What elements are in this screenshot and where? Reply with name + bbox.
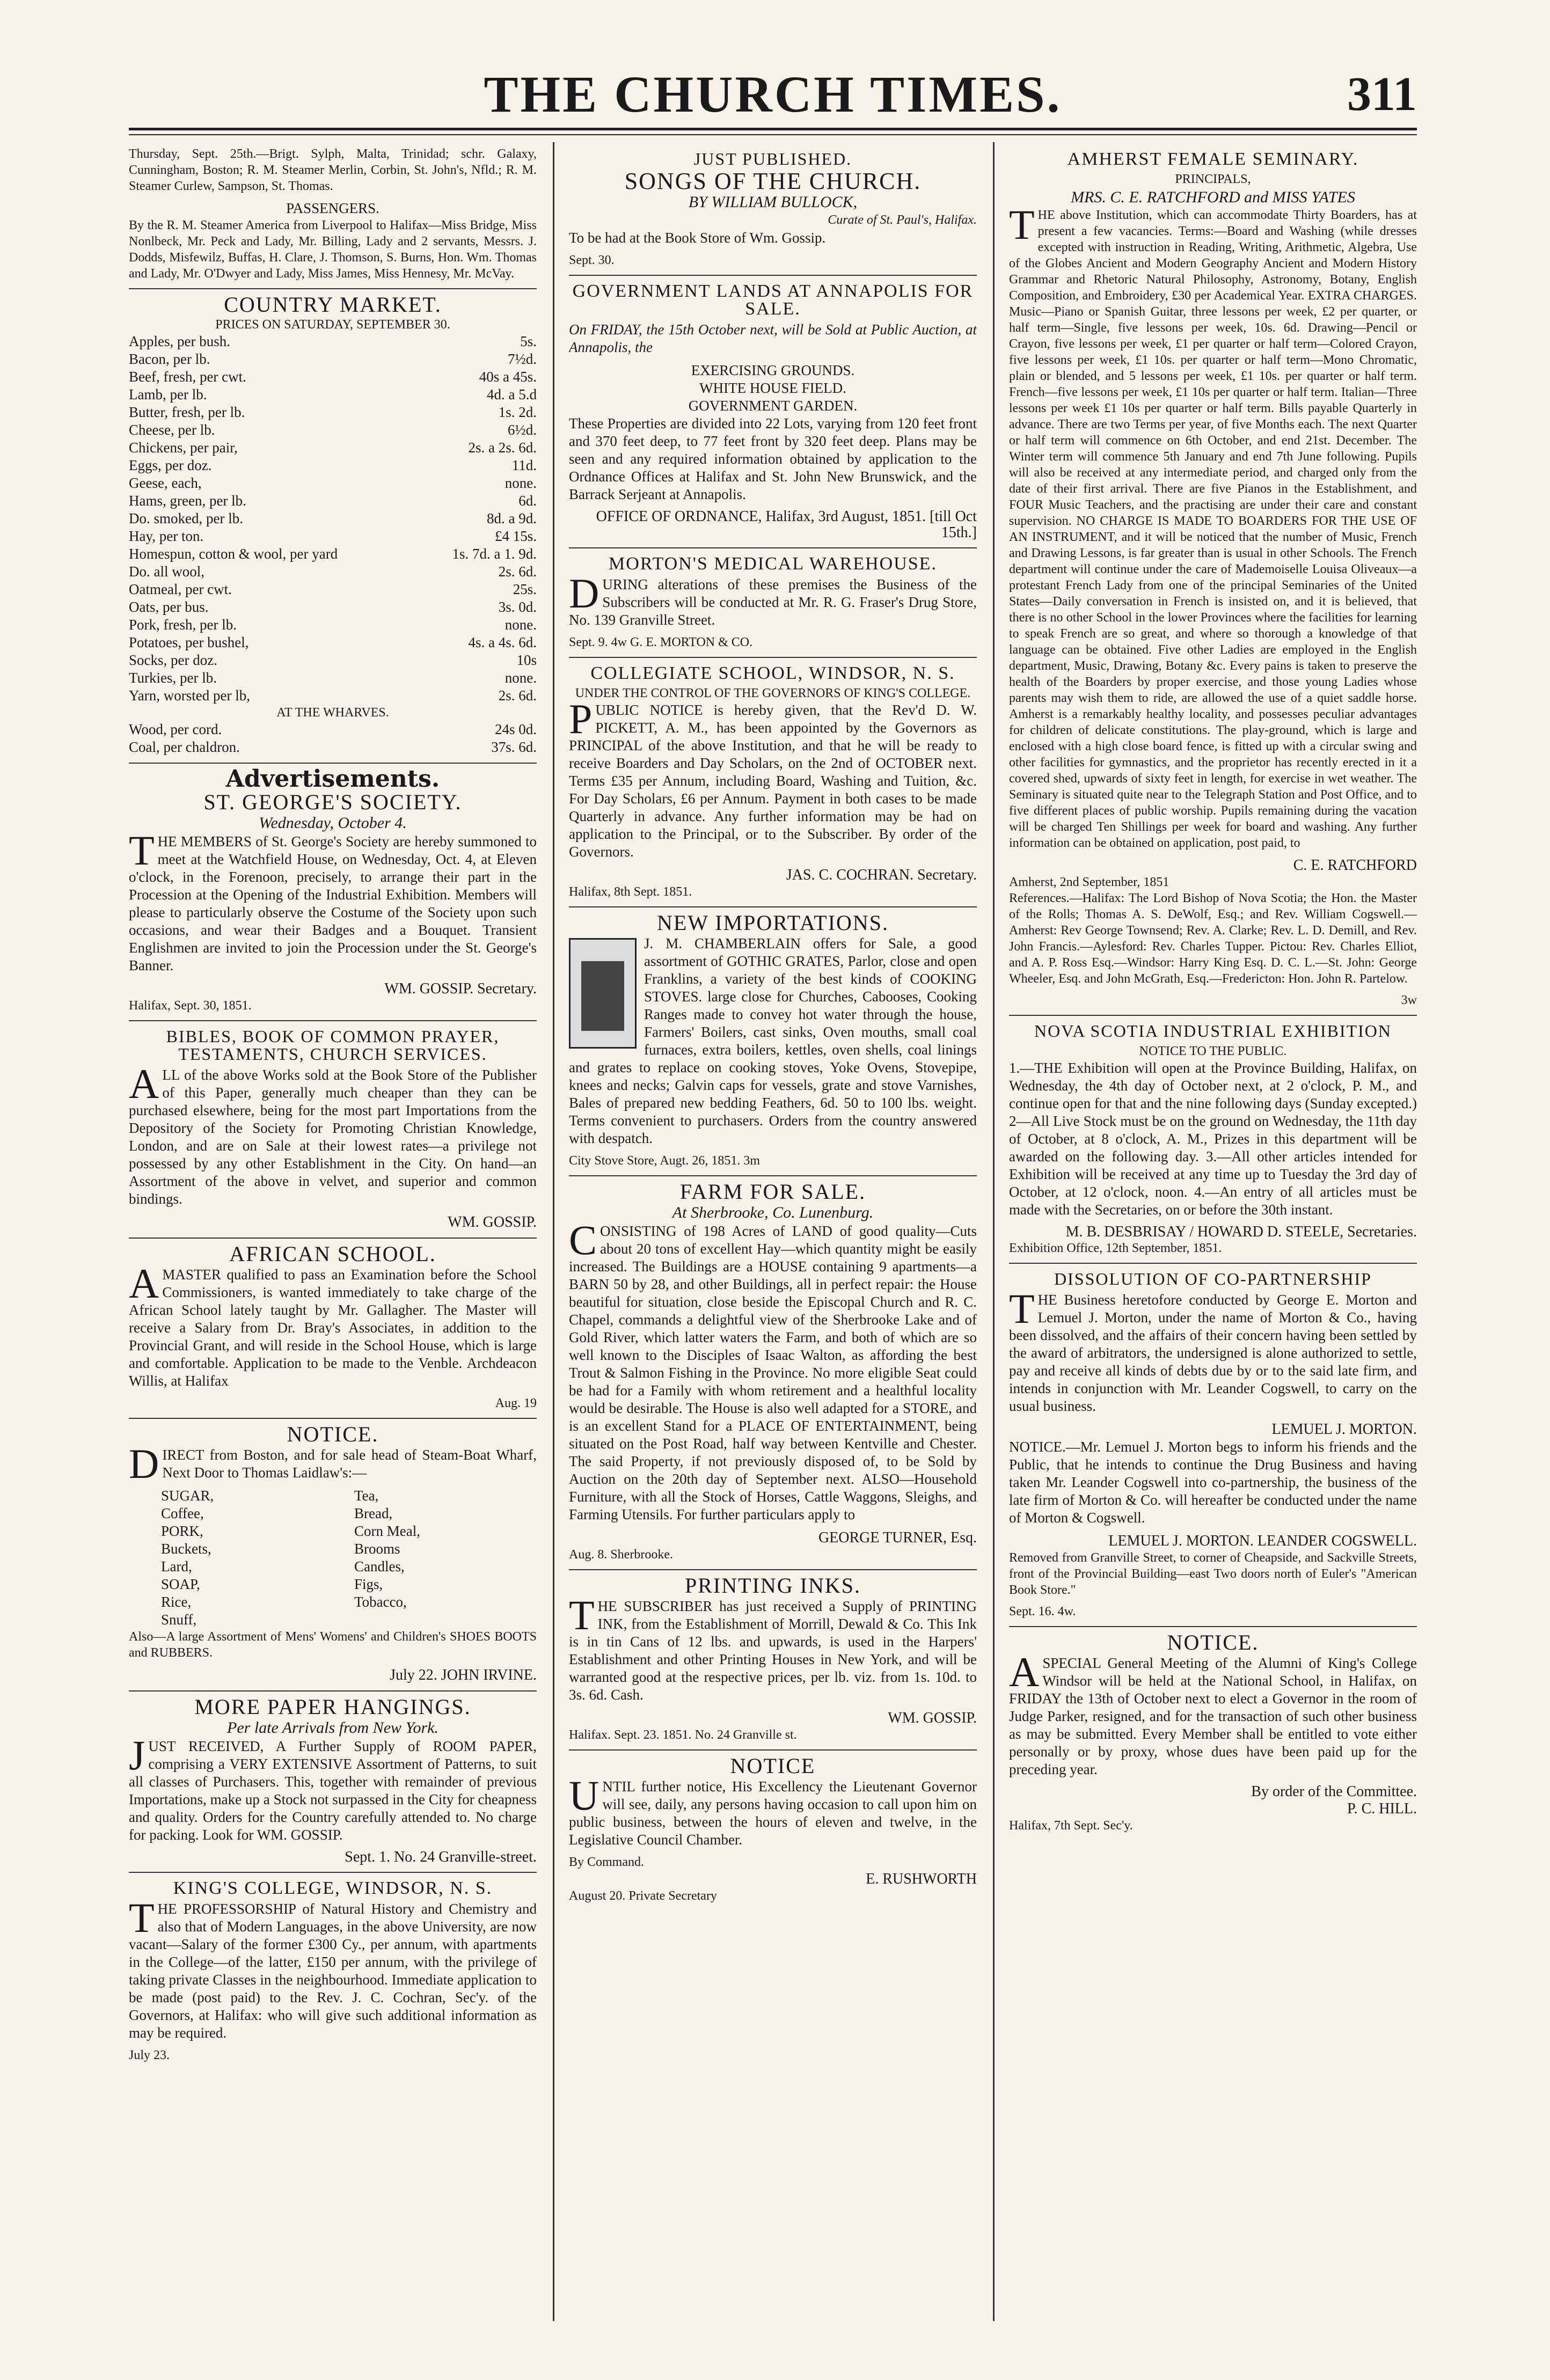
goods-item: Figs, <box>354 1576 383 1592</box>
column-divider <box>993 142 995 2321</box>
masthead-rule-thin <box>129 134 1417 135</box>
price-item: Yarn, worsted per lb, <box>129 687 250 704</box>
divider <box>129 763 537 764</box>
goods-item: Buckets, <box>161 1541 211 1557</box>
divider <box>129 1237 537 1239</box>
farm-date: Aug. 8. Sherbrooke. <box>569 1548 673 1562</box>
passengers-heading: PASSENGERS. <box>286 200 379 216</box>
wharves-heading: AT THE WHARVES. <box>276 706 389 720</box>
price-item: Apples, per bush. <box>129 333 230 349</box>
government-lands-body: These Properties are divided into 22 Lots, varying from 120 feet front and 370 feet deep, to 77 feet front by 320 feet deep. Plans may be seen and any required information obtained by application to the Ordnance Offices at Halifax and St. John New Brunswick, and the Barrack Serjeant at Annapolis. <box>569 415 977 502</box>
price-row <box>129 333 537 350</box>
dissolution-signature: LEMUEL J. MORTON. <box>1271 1421 1417 1438</box>
price-item: Do. all wool, <box>129 563 204 580</box>
african-school-date: Aug. 19 <box>495 1396 537 1410</box>
price-value: 2s. a 2s. 6d. <box>468 440 537 456</box>
price-item: Hay, per ton. <box>129 528 204 544</box>
st-georges-heading: ST. GEORGE'S SOCIETY. <box>203 790 462 814</box>
price-value: 40s a 45s. <box>479 369 537 385</box>
price-value: 4d. a 5.d <box>487 386 537 402</box>
importations-signature: City Stove Store, Augt. 26, 1851. 3m <box>569 1154 761 1168</box>
collegiate-subheading: UNDER THE CONTROL OF THE GOVERNORS OF KING'S COLLEGE. <box>575 686 971 700</box>
price-value: none. <box>505 475 537 491</box>
price-item: Potatoes, per bushel, <box>129 634 249 650</box>
price-value: 2s. 6d. <box>498 687 537 704</box>
st-georges-date: Wednesday, October 4. <box>259 814 407 832</box>
price-item: Turkies, per lb. <box>129 670 217 686</box>
price-row <box>129 439 537 457</box>
price-value: 3s. 0d. <box>498 599 537 615</box>
lot-3: GOVERNMENT GARDEN. <box>688 398 858 414</box>
price-row <box>129 492 537 510</box>
goods-item: SOAP, <box>161 1576 200 1592</box>
column-2 <box>569 146 977 2314</box>
notice-2-date: August 20. Private Secretary <box>569 1889 717 1903</box>
notice-body: DIRECT from Boston, and for sale head of Steam-Boat Wharf, Next Door to Thomas Laidlaw's:— <box>129 1440 537 1487</box>
divider <box>129 288 537 289</box>
st-georges-body: THE MEMBERS of St. George's Society are hereby summoned to meet at the Watchfield House, on Wednesday, Oct. 4, at Eleven o'clock, in the Forenoon, precisely, to arrange their part in the Procession at the Opening of the Industrial Exhibition. Members will please to particularly observe the Costume of the Society upon such occasions, and wear their Badges and a Bouquet. Transient Englishmen are invited to join the Procession under the St. George's Banner. <box>129 827 537 973</box>
exhibition-date: Exhibition Office, 12th September, 1851. <box>1009 1241 1222 1255</box>
price-value: 1s. 2d. <box>498 404 537 420</box>
farm-heading: FARM FOR SALE. <box>679 1180 866 1204</box>
collegiate-body: PUBLIC NOTICE is hereby given, that the Rev'd D. W. PICKETT, A. M., has been appointed by the Governors as PRINCIPAL of the above Institution, and that he will be ready to receive Boarders and Day Scholars, on the 2nd of OCTOBER next. Terms £35 per Annum, including Board, Washing and Tuition, &c. For Day Scholars, £6 per Annum. Payment in both cases to be made Quarterly in advance. Any further information may be had on application to the Principal, or to the Subscriber. By order of the Governors. <box>569 695 977 860</box>
price-row <box>129 669 537 687</box>
market-heading: COUNTRY MARKET. <box>224 292 442 317</box>
passengers-list: By the R. M. Steamer America from Liverpool to Halifax—Miss Bridge, Miss Nonlbeck, Mr. Peck and Lady, Mr. Billing, Lady and 2 servants, Messrs. J. Dodds, Misfewilz, Buffas, H. Clare, J. Thomson, S. Burns, Hon. Wm. Thomas and Lady, Mr. O'Dwyer and Lady, Miss James, Miss Hennesy, Mr. McVay. <box>129 218 537 281</box>
farm-body: CONSISTING of 198 Acres of LAND of good quality—Cuts about 20 tons of excellent Hay—which quantity might be easily increased. The Buildings are a HOUSE containing 9 apartments—a BARN 50 by 28, and other Buildings, all in perfect repair: the House beautiful for situation, close beside the Episcopal Church and R. C. Chapel, commands a delightful view of the Sherbrooke Lake and of Gold River, which latter waters the Farm, and both of which are so well known to the Disciples of Isaac Walton, as affording the best Trout & Salmon Fishing in the Province. No more eligible Seat could be had for a Family with whom retirement and a healthful locality would be desirable. The House is also well adapted for a STORE, and is an excellent Stand for a PLACE OF ENTERTAINMENT, being situated on the Post Road, half way between Kentville and Chester. The said Property, if not previously disposed of, to be Sold by Auction on the 20th day of September next. ALSO—Household Furniture, with all the Stock of Horses, Cattle Waggons, Sleighs, and Farming Utensils. For further particulars apply to <box>569 1217 977 1522</box>
goods-item: Lard, <box>161 1558 192 1575</box>
price-value: 6d. <box>518 493 537 509</box>
collegiate-signature: JAS. C. COCHRAN. Secretary. <box>786 867 977 883</box>
notice-also: Also—A large Assortment of Mens' Womens' and Children's SHOES BOOTS and RUBBERS. <box>129 1630 537 1660</box>
price-row <box>129 598 537 616</box>
divider <box>129 1020 537 1021</box>
column-3 <box>1009 146 1417 2314</box>
price-item: Oats, per bus. <box>129 599 209 615</box>
divider <box>569 906 977 907</box>
price-item: Homespun, cotton & wool, per yard <box>129 546 338 562</box>
songs-title: SONGS OF THE CHURCH. <box>624 168 922 194</box>
price-value: 1s. 7d. a 1. 9d. <box>452 546 537 562</box>
goods-item: PORK, <box>161 1523 203 1539</box>
lot-1: EXERCISING GROUNDS. <box>691 362 855 378</box>
amherst-date: Amherst, 2nd September, 1851 <box>1009 875 1169 889</box>
goods-item: Brooms <box>354 1541 400 1557</box>
price-row <box>129 651 537 669</box>
goods-item: SUGAR, <box>161 1488 214 1504</box>
morton-heading: MORTON'S MEDICAL WAREHOUSE. <box>609 554 937 574</box>
morton-signature: Sept. 9. 4w G. E. MORTON & CO. <box>569 635 753 649</box>
printing-inks-heading: PRINTING INKS. <box>685 1573 861 1598</box>
notice-2-heading: NOTICE <box>730 1754 816 1778</box>
dissolution-heading: DISSOLUTION OF CO-PARTNERSHIP <box>1054 1269 1372 1288</box>
paper-hangings-heading: MORE PAPER HANGINGS. <box>194 1695 471 1719</box>
government-lands-heading: GOVERNMENT LANDS AT ANNAPOLIS FOR SALE. <box>572 281 974 319</box>
goods-item: Rice, <box>161 1594 192 1610</box>
songs-author: BY WILLIAM BULLOCK, <box>688 193 858 211</box>
paper-hangings-signature: Sept. 1. No. 24 Granville-street. <box>345 1849 537 1865</box>
exhibition-heading: NOVA SCOTIA INDUSTRIAL EXHIBITION <box>1034 1021 1392 1041</box>
price-value: 4s. a 4s. 6d. <box>468 634 537 650</box>
printing-inks-signature: WM. GOSSIP. <box>888 1710 977 1726</box>
notice-2-signature: E. RUSHWORTH <box>866 1871 977 1887</box>
price-row <box>129 350 537 368</box>
goods-item: Bread, <box>354 1505 393 1521</box>
collegiate-heading: COLLEGIATE SCHOOL, WINDSOR, N. S. <box>590 663 955 683</box>
st-georges-dateline: Halifax, Sept. 30, 1851. <box>129 999 252 1013</box>
price-item: Beef, fresh, per cwt. <box>129 369 246 385</box>
divider <box>569 1749 977 1751</box>
column-divider <box>553 142 554 2321</box>
divider <box>129 1872 537 1873</box>
masthead-rule <box>129 128 1417 130</box>
price-item: Geese, each, <box>129 475 202 491</box>
price-row <box>129 386 537 404</box>
exhibition-body: 1.—THE Exhibition will open at the Province Building, Halifax, on Wednesday, the 4th day of October next, at 2 o'clock, P. M., and continue open for that and the nine following days (Sunday excepted.) 2—All Live Stock must be on the ground on Wednesday, the 11th day of October, at 8 o'clock, A. M., Prizes in this department will be awarded on the following day. 3.—All other articles intended for Exhibition will be received at any time up to Tuesday the 3rd day of October, at 12 o'clock, noon. 4.—An entry of all articles must be made with the Secretaries, on or before the 30th instant. <box>1009 1060 1417 1218</box>
price-row <box>129 474 537 492</box>
divider <box>569 1175 977 1176</box>
price-value: 24s 0d. <box>494 721 537 737</box>
printing-inks-body: THE SUBSCRIBER has just received a Supply of PRINTING INK, from the Establishment of Morrill, Dewald & Co. This Ink is in tin Cans of 12 lbs. and upwards, is used in the Harpers' Establishment and other Printing Houses in New York, and will be warranted good at the respective prices, per lb. viz. from 1s. 10d. to 3s. 6d. Cash. <box>569 1592 977 1703</box>
market-subheading: PRICES ON SATURDAY, SEPTEMBER 30. <box>215 318 450 332</box>
price-value: 2s. 6d. <box>498 563 537 580</box>
price-row <box>129 368 537 386</box>
goods-item: Corn Meal, <box>354 1523 420 1539</box>
goods-item <box>354 1611 537 1629</box>
advertisements-heading: Advertisements. <box>225 765 440 793</box>
price-row <box>129 563 537 581</box>
importations-body: J. M. CHAMBERLAIN offers for Sale, a good assortment of GOTHIC GRATES, Parlor, close and open Franklins, a variety of the best kinds of COOKING STOVES. large close for Churches, Cabooses, Cooking Ranges made to convey hot water through the house, Farmers' Boilers, cast sinks, Oven mouths, small coal furnaces, extra boilers, kettles, oven shells, coal linings and grates to replace on cooking stoves, Yoke Ovens, Stovepipe, knees and necks; Galvin caps for vessels, grate and stove Varnishes, Bales of prepared new bedding Feathers, 6d. 50 to 100 lbs. weight. Terms convenient to purchasers. Orders from the country answered with despatch. <box>569 935 977 1146</box>
price-item: Chickens, per pair, <box>129 440 238 456</box>
amherst-3w: 3w <box>1401 993 1417 1007</box>
price-item: Butter, fresh, per lb. <box>129 404 245 420</box>
price-item: Do. smoked, per lb. <box>129 510 243 526</box>
divider <box>1009 1263 1417 1264</box>
african-school-body: AMASTER qualified to pass an Examination before the School Commissioners, is wanted immediately to take charge of the African School lately taught by Mr. Gallagher. The Master will receive a Salary from Dr. Bray's Associates, in addition to the Provincial Grant, and will reside in the School House, which is large and comfortable. Application to be made to the Venble. Archdeacon Willis, at Halifax <box>129 1260 537 1389</box>
exhibition-subheading: NOTICE TO THE PUBLIC. <box>1139 1044 1287 1058</box>
amherst-signature: C. E. RATCHFORD <box>1293 857 1417 874</box>
divider <box>569 275 977 276</box>
price-value: 7½d. <box>508 351 537 367</box>
notice-3-signature: LEMUEL J. MORTON. LEANDER COGSWELL. <box>1108 1533 1417 1549</box>
price-value: 6½d. <box>508 422 537 438</box>
amherst-heading: AMHERST FEMALE SEMINARY. <box>1067 149 1359 169</box>
songs-curate: Curate of St. Paul's, Halifax. <box>828 213 977 227</box>
african-school-heading: AFRICAN SCHOOL. <box>229 1242 436 1266</box>
goods-item: Tobacco, <box>354 1594 407 1610</box>
notice-4-heading: NOTICE. <box>1167 1630 1259 1654</box>
collegiate-date: Halifax, 8th Sept. 1851. <box>569 885 692 899</box>
notice-3-body: NOTICE.—Mr. Lemuel J. Morton begs to inform his friends and the Public, that he intends to continue the Drug Business and having taken Mr. Leander Cogswell into co-partnership, the business of the late firm of Morton & Co. will hereafter be conducted under the name of Morton & Cogswell. <box>1009 1439 1417 1526</box>
price-row <box>129 616 537 634</box>
kings-college-body: THE PROFESSORSHIP of Natural History and Chemistry and also that of Modern Languages, in the above University, are now vacant—Salary of the former £300 Cy., per annum, with apartments in the College—of the latter, £150 per annum, with the privilege of taking private Classes in the neighbourhood. Immediate application to be made (post paid) to the Rev. J. C. Cochran, Sec'y. of the Governors, at Halifax: who will give such additional information as may be required. <box>129 1894 537 2041</box>
price-item: Lamb, per lb. <box>129 386 207 402</box>
amherst-body: THE above Institution, which can accommodate Thirty Boarders, has at present a few vacancies. Terms:—Board and Washing (while dresses excepted with instruction in Reading, Writing, Arithmetic, Algebra, Use of the Globes Ancient and Modern Geography Ancient and Modern History Grammar and Rhetoric Natural Philosophy, Astronomy, Botany, English Composition, and Embroidery, £30 per Academical Year. EXTRA CHARGES. Music—Piano or Spanish Guitar, three lessons per week, £2 per quarter, or half term—Single, five lessons per week, 10s. 6d. Drawing—Pencil or Crayon, five lessons per week, £1 per quarter or half term—Colored Crayon, five lessons per week, £1 10s. per quarter or half term—Mono Chromatic, plain or blended, and 5 lessons per week, £1 10s. per quarter or half term. French—five lessons per week, £1 10s per quarter or half term. Italian—Three lessons per week £1 10s per quarter or half term. Bills payable Quarterly in advance. There are two Terms per year, of five Months each. The next Quarter or half term will commence on 6th October, and end 21st. December. The Winter term will commence 5th January and end 7th June following. Pupils will also be received at any intermediate period, and charged only from the date of their first arrival. There are five Pianos in the Establishment, and FOUR Music Teachers, and the practising are under their care and constant supervision. NO CHARGE IS MADE TO BOARDERS FOR THE USE OF AN INSTRUMENT, and it will be noticed that the number of Music, French and Drawing Lessons, is far greater than is usual in other Schools. The French department will continue under the care of Mademoiselle Louisa Oliveaux—a protestant French Lady from one of the principal Seminaries of the United States—Daily conversation in French is insisted on, and it is believed, that there is no other School in the lower Provinces where the facilities for learning to speak French are so great, and where so thorough a knowledge of that language can be obtained. Five other Ladies are employed in the English department, Music, Drawing, Botany &c. Every pains is taken to preserve the health of the Boarders by proper exercise, and those young Ladies whose parents may wish them to ride, are allowed the use of a quiet saddle horse. Amherst is a remarkably healthy locality, and possesses peculiar advantages for children of delicate constitutions. The play-ground, which is large and enclosed with a high close board fence, is fitted up with a circular swing and other facilities for gymnastics, and the proprietor has recently erected in it a covered shed, upwards of sixty feet in length, for exercise in wet weather. The Seminary is situated quite near to the Telegraph Station and Post Office, and to five different places of public worship. Pupils remaining during the vacation will be charged Ten Shillings per week for board and washing. Any further information can be obtained on application, post paid, to <box>1009 201 1417 850</box>
price-item: Oatmeal, per cwt. <box>129 581 232 597</box>
price-item: Cheese, per lb. <box>129 422 215 438</box>
goods-item: Candles, <box>354 1558 405 1575</box>
paper-hangings-body: JUST RECEIVED, A Further Supply of ROOM PAPER, comprising a VERY EXTENSIVE Assortment of Patterns, to suit all classes of Purchasers. This, together with remainder of previous Importations, make up a Stock not surpassed in the City for cheapness and quality. Orders for the Country carefully attended to. No charge for packing. Look for WM. GOSSIP. <box>129 1732 537 1843</box>
goods-item: Tea, <box>354 1488 379 1504</box>
price-row <box>129 510 537 528</box>
stove-illustration <box>569 938 637 1049</box>
removed-date: Sept. 16. 4w. <box>1009 1605 1076 1619</box>
price-row <box>129 528 537 545</box>
morton-body: DURING alterations of these premises the Business of the Subscribers will be conducted at Mr. R. G. Fraser's Drug Store, No. 139 Granville Street. <box>569 570 977 628</box>
price-item: Hams, green, per lb. <box>129 493 246 509</box>
notice-4-date: Halifax, 7th Sept. Sec'y. <box>1009 1819 1133 1833</box>
price-value: 8d. a 9d. <box>487 510 537 526</box>
price-row <box>129 738 537 756</box>
amherst-principals: MRS. C. E. RATCHFORD and MISS YATES <box>1071 188 1355 206</box>
divider <box>129 1690 537 1691</box>
price-value: £4 15s. <box>494 528 537 544</box>
market-prices-table <box>129 333 537 705</box>
notice-4-by: By order of the Committee. <box>1251 1783 1417 1800</box>
paper-hangings-subheading: Per late Arrivals from New York. <box>227 1719 438 1737</box>
bibles-heading: BIBLES, BOOK OF COMMON PRAYER, TESTAMENTS, CHURCH SERVICES. <box>166 1027 500 1064</box>
divider <box>569 1569 977 1570</box>
price-value: 25s. <box>513 581 537 597</box>
price-row <box>129 687 537 705</box>
price-value: 37s. 6d. <box>491 739 537 755</box>
farm-signature: GEORGE TURNER, Esq. <box>818 1529 977 1546</box>
divider <box>569 657 977 658</box>
just-published-heading: JUST PUBLISHED. <box>693 149 852 169</box>
government-lands-signature: OFFICE OF ORDNANCE, Halifax, 3rd August, 1851. [till Oct 15th.] <box>596 508 977 541</box>
page-number: 311 <box>1347 68 1417 121</box>
price-row <box>129 581 537 598</box>
kings-college-heading: KING'S COLLEGE, WINDSOR, N. S. <box>173 1878 493 1898</box>
goods-list <box>129 1487 537 1629</box>
wharves-prices-table <box>129 721 537 756</box>
notice-4-signature: P. C. HILL. <box>1347 1800 1417 1817</box>
st-georges-signature: WM. GOSSIP. Secretary. <box>384 980 537 997</box>
notice-2-body: UNTIL further notice, His Excellency the Lieutenant Governor will see, daily, any persons having occasion to call upon him on public business, between the hours of eleven and twelve, in the Legislative Council Chamber. <box>569 1772 977 1848</box>
column-1 <box>129 146 537 2314</box>
masthead <box>129 64 1417 123</box>
divider <box>569 547 977 548</box>
price-row <box>129 457 537 474</box>
newspaper-title: THE CHURCH TIMES. <box>484 65 1062 123</box>
price-row <box>129 634 537 651</box>
bibles-signature: WM. GOSSIP. <box>448 1214 537 1231</box>
price-row <box>129 721 537 738</box>
price-item: Wood, per cord. <box>129 721 222 737</box>
lot-2: WHITE HOUSE FIELD. <box>699 380 846 396</box>
divider <box>1009 1626 1417 1627</box>
price-value: 10s <box>516 652 537 668</box>
price-item: Eggs, per doz. <box>129 457 212 473</box>
dissolution-body: THE Business heretofore conducted by George E. Morton and Lemuel J. Morton, under the name of Morton & Co., having been dissolved, and the affairs of their concern having been settled by the award of arbitrators, the undersigned is alone authorized to settle, pay and receive all kinds of debts due by or to the said late firm, and intends in conjunction with Mr. Leander Cogswell, to carry on the usual business. <box>1009 1285 1417 1414</box>
notice-signature: July 22. JOHN IRVINE. <box>390 1667 537 1683</box>
exhibition-signature: M. B. DESBRISAY / HOWARD D. STEELE, Secretaries. <box>1065 1224 1417 1240</box>
goods-item: Coffee, <box>161 1505 204 1521</box>
price-row <box>129 404 537 421</box>
goods-item: Snuff, <box>161 1612 197 1628</box>
notice-heading: NOTICE. <box>287 1422 379 1446</box>
price-value: 11d. <box>511 457 537 473</box>
price-value: 5s. <box>520 333 537 349</box>
kings-college-date: July 23. <box>129 2048 170 2062</box>
notice-2-by: By Command. <box>569 1855 645 1869</box>
amherst-principals-label: PRINCIPALS, <box>1175 172 1251 186</box>
price-value: none. <box>505 670 537 686</box>
price-value: none. <box>505 617 537 633</box>
price-item: Bacon, per lb. <box>129 351 210 367</box>
removed-body: Removed from Granville Street, to corner of Cheapside, and Sackville Streets, front of the Provincial Building—east Two doors north of Euler's "American Book Store." <box>1009 1551 1417 1597</box>
divider <box>1009 1015 1417 1016</box>
price-row <box>129 421 537 439</box>
price-item: Socks, per doz. <box>129 652 217 668</box>
farm-subheading: At Sherbrooke, Co. Lunenburg. <box>672 1204 874 1221</box>
songs-date: Sept. 30. <box>569 253 615 267</box>
songs-body: To be had at the Book Store of Wm. Gossip. <box>569 230 826 246</box>
price-row <box>129 545 537 563</box>
price-item: Coal, per chaldron. <box>129 739 240 755</box>
shipping-news: Thursday, Sept. 25th.—Brigt. Sylph, Malta, Trinidad; schr. Galaxy, Cunningham, Boston; R. M. Steamer Merlin, Corbin, St. John's, Nfld.; R. M. Steamer Curlew, Sampson, St. Thomas. <box>129 147 537 193</box>
importations-heading: NEW IMPORTATIONS. <box>656 911 889 935</box>
amherst-references: References.—Halifax: The Lord Bishop of Nova Scotia; the Hon. the Master of the Rolls; Thomas A. S. DeWolf, Esq.; and Rev. William Cogswell.—Amherst: Rev George Townsend; Rev. A. Clarke; Rev. L. D. Demill, and Rev. John Francis.—Aylesford: Rev. Charles Tupper. Pictou: Rev. Charles Elliot, and A. P. Ross Esq.—Windsor: Harry King Esq. D. C. L.—St. John: George Wheeler, Esq. and John McGrath, Esq.—Fredericton: Hon. John R. Partelow. <box>1009 891 1417 986</box>
government-lands-sub: On FRIDAY, the 15th October next, will be Sold at Public Auction, at Annapolis, the <box>569 321 977 355</box>
printing-inks-date: Halifax. Sept. 23. 1851. No. 24 Granville st. <box>569 1728 797 1742</box>
divider <box>129 1418 537 1419</box>
bibles-body: ALL of the above Works sold at the Book Store of the Publisher of this Paper, generally much cheaper than they can be purchased elsewhere, being for the most part Importations from the Depository of the Society for Promoting Christian Knowledge, London, and are on Sale at their lowest rates—a privilege not possessed by any other Establishment in the City. On hand—an Assortment of the above in velvet, and superior and common bindings. <box>129 1060 537 1207</box>
notice-4-body: ASPECIAL General Meeting of the Alumni of King's College Windsor will be held at the National School, in Halifax, on FRIDAY the 13th of October next to elect a Governor in the room of Judge Parker, resigned, and for the transaction of such other business as may be submitted. Every Member shall be entitled to vote either personally or by proxy, whose dues have been paid up for the preceding year. <box>1009 1649 1417 1777</box>
price-item: Pork, fresh, per lb. <box>129 617 237 633</box>
